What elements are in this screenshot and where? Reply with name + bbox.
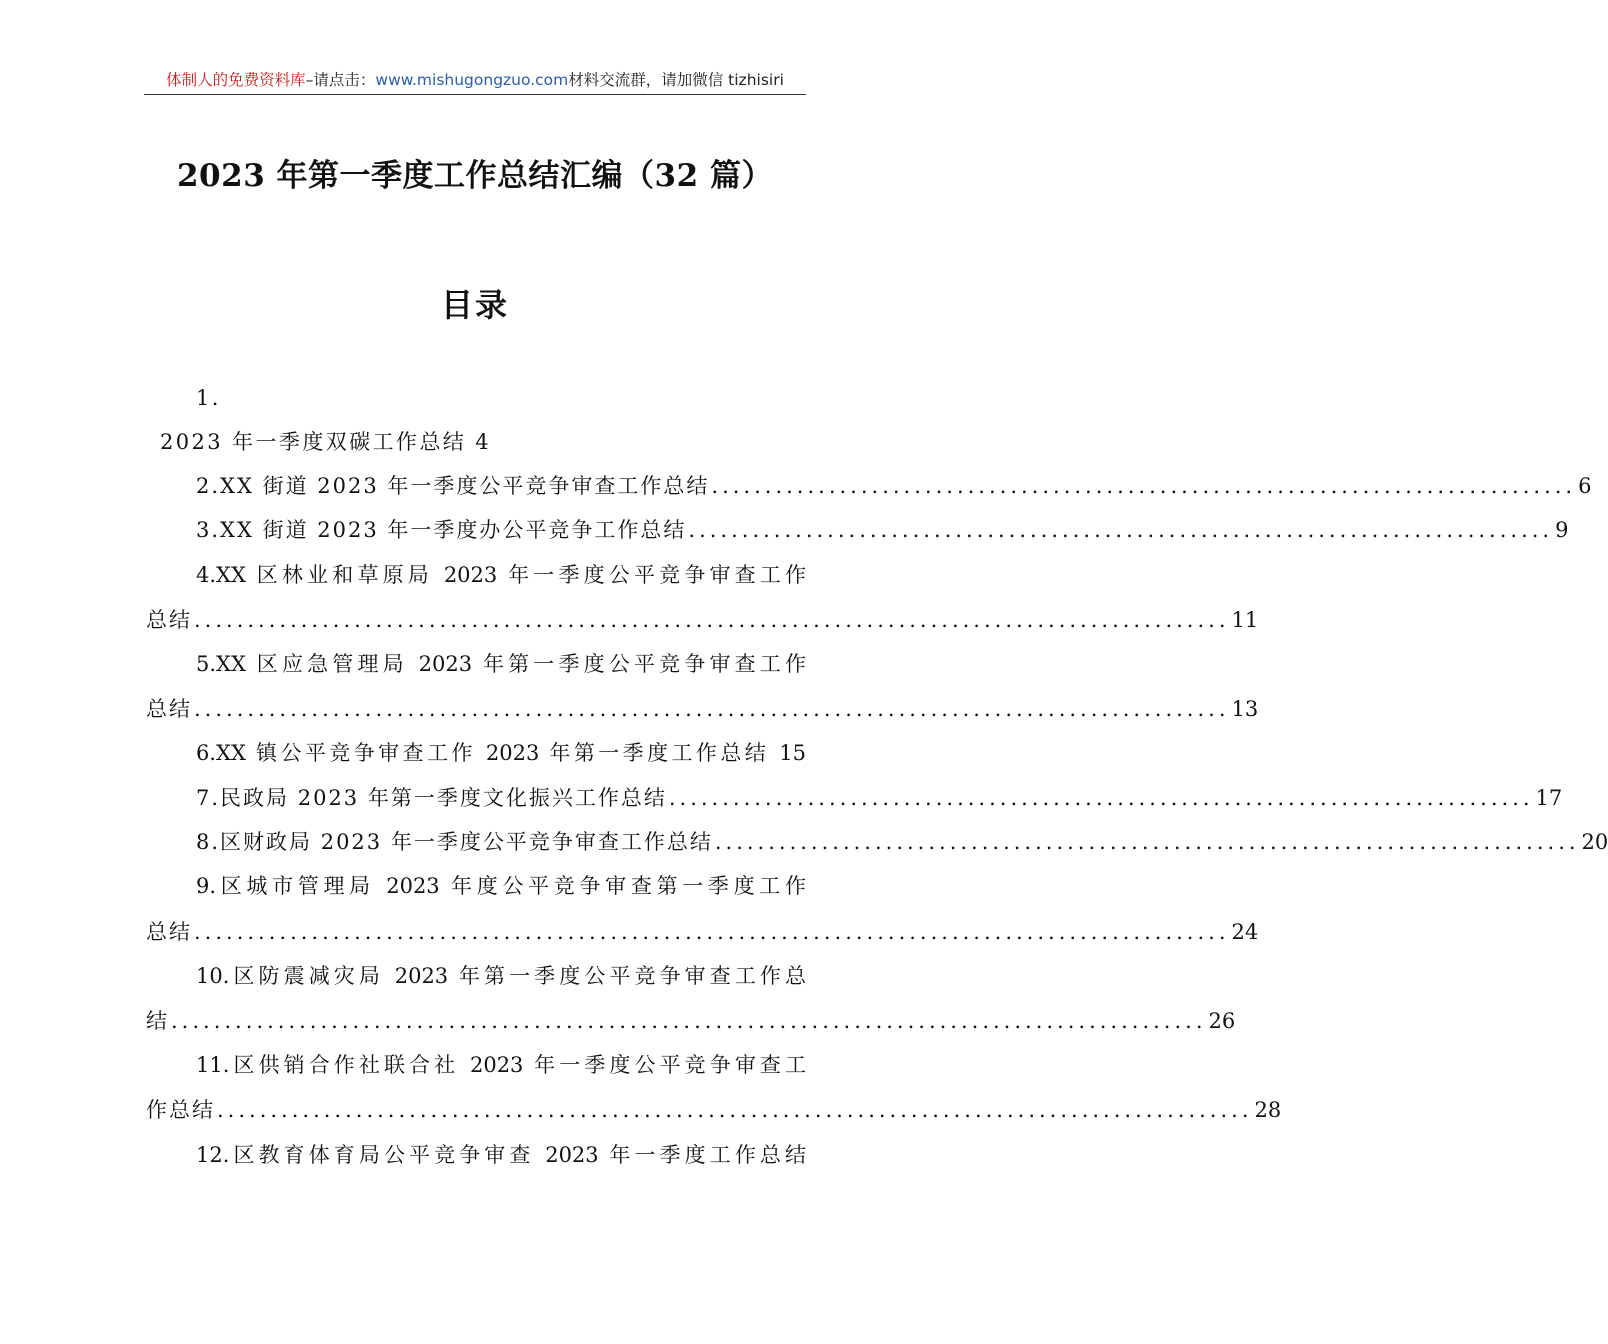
toc-leader: ................................................................................. bbox=[711, 474, 1577, 498]
toc-entry-6[interactable]: 6.XX 镇公平竞争审查工作 2023 年第一季度工作总结 15 bbox=[196, 741, 806, 765]
banner-prompt: –请点击： bbox=[305, 71, 376, 89]
toc-entry-8[interactable] bbox=[196, 822, 1608, 862]
document-title: 2023 年第一季度工作总结汇编（32 篇） bbox=[176, 158, 773, 194]
header-divider bbox=[144, 94, 806, 95]
toc-leader: ................................................................................................. bbox=[171, 1009, 1207, 1033]
toc-entry-title: 作总结 bbox=[146, 1098, 215, 1122]
toc-entry-9-line1[interactable]: 9.区城市管理局 2023 年度公平竞争审查第一季度工作 bbox=[196, 874, 806, 898]
toc-entry-title: 2.XX 街道 2023 年一季度公平竞争审查工作总结 bbox=[196, 474, 710, 498]
toc-entry-7[interactable] bbox=[196, 778, 1563, 818]
banner-link[interactable]: www.mishugongzuo.com bbox=[375, 71, 569, 89]
banner-brand: 体制人的免费资料库 bbox=[166, 71, 306, 89]
toc-entry-11-line1[interactable]: 11.区供销合作社联合社 2023 年一季度公平竞争审查工 bbox=[196, 1053, 806, 1077]
toc-page-number: 20 bbox=[1581, 830, 1608, 854]
toc-entry-10-line1[interactable]: 10.区防震减灾局 2023 年第一季度公平竞争审查工作总 bbox=[196, 964, 806, 988]
toc-entry-5-line1[interactable]: 5.XX 区应急管理局 2023 年第一季度公平竞争审查工作 bbox=[196, 652, 806, 676]
site-banner bbox=[144, 68, 806, 94]
toc-page-number: 26 bbox=[1208, 1009, 1236, 1033]
toc-entry-title: 3.XX 街道 2023 年一季度办公平竞争工作总结 bbox=[196, 518, 687, 542]
toc-entry-title: 总结 bbox=[146, 608, 192, 632]
toc-page-number: 9 bbox=[1555, 518, 1569, 542]
toc-entry-5-line2[interactable] bbox=[146, 689, 1259, 729]
toc-leader: ................................................................................. bbox=[714, 830, 1580, 854]
toc-entry-2[interactable] bbox=[196, 466, 1592, 506]
toc-entry-title: 7.民政局 2023 年第一季度文化振兴工作总结 bbox=[196, 786, 667, 810]
toc-page-number: 28 bbox=[1254, 1098, 1282, 1122]
toc-entry-title: 8.区财政局 2023 年一季度公平竞争审查工作总结 bbox=[196, 830, 713, 854]
toc-entry-title: 总结 bbox=[146, 697, 192, 721]
toc-entry-title: 总结 bbox=[146, 920, 192, 944]
toc-entry-4-line2[interactable] bbox=[146, 600, 1259, 640]
toc-entry-3[interactable] bbox=[196, 510, 1569, 550]
toc-entry-10-line2[interactable] bbox=[146, 1001, 1236, 1041]
toc-entry-9-line2[interactable] bbox=[146, 912, 1259, 952]
toc-page-number: 17 bbox=[1535, 786, 1563, 810]
toc-entry-4-line1[interactable]: 4.XX 区林业和草原局 2023 年一季度公平竞争审查工作 bbox=[196, 563, 806, 587]
toc-leader: ................................................................................. bbox=[668, 786, 1534, 810]
toc-leader: ................................................................................. bbox=[688, 518, 1554, 542]
toc-heading: 目录 bbox=[440, 286, 509, 324]
toc-entry-12[interactable]: 12.区教育体育局公平竞争审查 2023 年一季度工作总结 bbox=[196, 1143, 806, 1167]
toc-page-number: 6 bbox=[1578, 474, 1592, 498]
toc-entry-title: 结 bbox=[146, 1009, 169, 1033]
toc-leader: ................................................................................................. bbox=[194, 608, 1230, 632]
toc-entry-11-line2[interactable] bbox=[146, 1090, 1282, 1130]
toc-page-number: 24 bbox=[1231, 920, 1259, 944]
toc-leader: ................................................................................................. bbox=[194, 697, 1230, 721]
toc-page-number: 13 bbox=[1231, 697, 1259, 721]
toc-leader: ................................................................................................. bbox=[194, 920, 1230, 944]
banner-contact: 材料交流群，请加微信 tizhisiri bbox=[568, 71, 784, 89]
toc-leader: ................................................................................................. bbox=[217, 1098, 1253, 1122]
toc-page-number: 11 bbox=[1231, 608, 1259, 632]
toc-entry-1-number[interactable]: 1. bbox=[196, 386, 221, 410]
toc-entry-1-text[interactable]: 2023 年一季度双碳工作总结 4 bbox=[160, 430, 491, 454]
